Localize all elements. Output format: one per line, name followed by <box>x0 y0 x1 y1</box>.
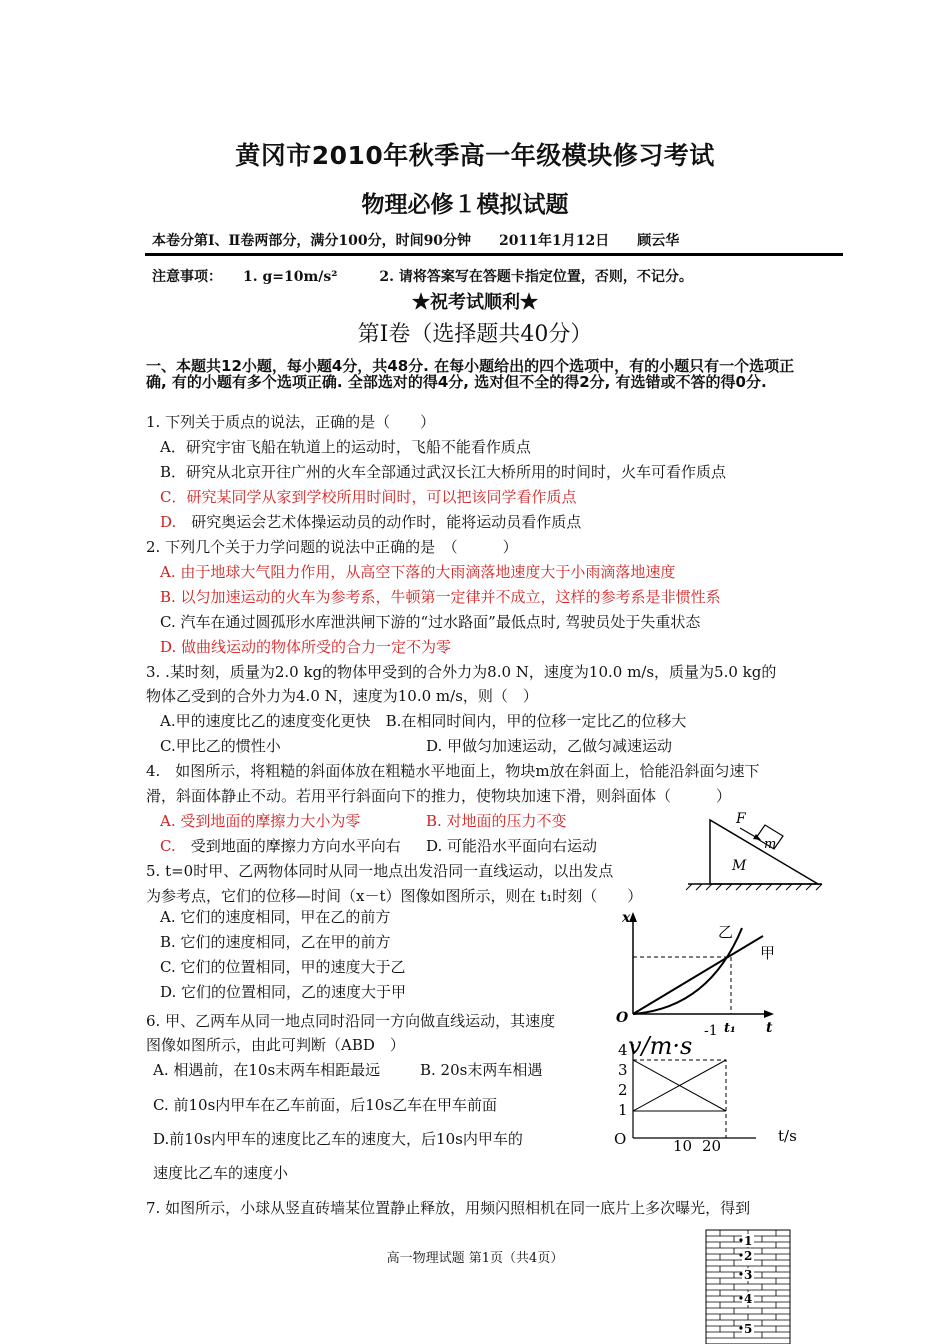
ball-dot-1 <box>739 1238 742 1241</box>
q3-stem-line2: 物体乙受到的合外力为4.0 N，速度为10.0 m/s，则（ ） <box>146 687 538 705</box>
q4-option-d: D. 可能沿水平面向右运动 <box>426 837 598 855</box>
q6-stem-line2: 图像如图所示，由此可判断（ABD ） <box>146 1036 405 1054</box>
q4-stem-line1: 4. 如图所示，将粗糙的斜面体放在粗糙水平地面上，物块m放在斜面上，恰能沿斜面匀速下 <box>146 762 760 780</box>
q6-option-c: C. 前10s内甲车在乙车前面，后10s乙车在甲车前面 <box>153 1096 498 1114</box>
q6-option-d-line1: D.前10s内甲车的速度比乙车的速度大，后10s内甲车的 <box>153 1130 523 1148</box>
vt-tick-20: 20 <box>702 1137 722 1155</box>
q7-stem-line1: 7. 如图所示，小球从竖直砖墙某位置静止释放，用频闪照相机在同一底片上多次曝光，得到 <box>146 1199 751 1217</box>
ball-label-4: 4 <box>744 1292 753 1306</box>
ball-label-3: 3 <box>744 1268 753 1282</box>
exam-title: 黄冈市2010年秋季高一年级模块修习考试 <box>235 141 715 170</box>
q6-option-b: B. 20s末两车相遇 <box>420 1061 543 1079</box>
ball-dot-4 <box>739 1296 742 1299</box>
q1-option-b: B．研究从北京开往广州的火车全部通过武汉长江大桥所用的时间时，火车可看作质点 <box>160 463 727 481</box>
q3-option-c: C.甲比乙的惯性小 <box>160 737 281 755</box>
incline-figure <box>684 808 824 890</box>
q4-option-a: A. 受到地面的摩擦力大小为零 <box>160 812 361 830</box>
q1-option-d-text: 研究奥运会艺术体操运动员的动作时，能将运动员看作质点 <box>191 513 582 531</box>
ball-label-5: 5 <box>744 1322 753 1336</box>
q5-stem-line1: 5. t=0时甲、乙两物体同时从同一地点出发沿同一直线运动，以出发点 <box>146 862 614 880</box>
q2-option-c: C. 汽车在通过圆孤形水库泄洪闸下游的“过水路面”最低点时, 驾驶员处于失重状态 <box>160 613 701 631</box>
q5-option-d: D. 它们的位置相同，乙的速度大于甲 <box>160 983 407 1001</box>
q1-option-c: C．研究某同学从家到学校所用时间时，可以把该同学看作质点 <box>160 488 577 506</box>
xt-label-t1: t₁ <box>724 1021 736 1036</box>
header-rule <box>145 253 843 256</box>
q1-stem: 1. 下列关于质点的说法，正确的是（ ） <box>146 413 436 431</box>
vt-label-ts: t/s <box>778 1127 797 1145</box>
vt-tick-10: 10 <box>673 1137 693 1155</box>
q6-stem-line1: 6. 甲、乙两车从同一地点同时沿同一方向做直线运动，其速度 <box>146 1012 556 1030</box>
q6-option-a: A. 相遇前，在10s末两车相距最远 <box>153 1061 381 1079</box>
q4-option-c-letter: C. <box>160 837 176 855</box>
q5-option-b: B. 它们的速度相同，乙在甲的前方 <box>160 933 391 951</box>
q1-option-a: A．研究宇宙飞船在轨道上的运动时，飞船不能看作质点 <box>160 438 531 456</box>
vt-tick-4: 4 <box>618 1041 628 1059</box>
label-M: M <box>732 858 747 874</box>
section-heading: 第Ⅰ卷（选择题共40分） <box>357 322 593 347</box>
xt-line-jia <box>633 936 763 1014</box>
q3-option-d: D. 甲做匀加速运动，乙做匀减速运动 <box>426 737 673 755</box>
q5-stem-line2: 为参考点，它们的位移—时间（x－t）图像如图所示，则在 t₁时刻（ ） <box>146 887 643 905</box>
vt-label-v: v/m·s <box>628 1032 693 1060</box>
xt-label-yi: 乙 <box>718 923 734 941</box>
exam-info: 本卷分第Ⅰ、Ⅱ卷两部分，满分100分，时间90分钟 2011年1月12日 顾云华 <box>152 233 680 249</box>
section-instructions: 一、本题共12小题，每小题4分，共48分. 在每小题给出的四个选项中，有的小题只有一个选项正确, 有的小题有多个选项正确. 全部选对的得4分, 选对但不全的得2分, 有选错或不答的得0分. <box>146 357 795 391</box>
q4-option-c <box>160 835 401 856</box>
q4-option-b: B. 对地面的压力不变 <box>426 812 567 830</box>
page-footer: 高一物理试题 第1页（共4页） <box>386 1251 564 1266</box>
q3-stem-line1: 3. .某时刻，质量为2.0 kg的物体甲受到的合外力为8.0 N，速度为10.0 m/s，质量为5.0 kg的 <box>146 663 777 681</box>
exam-subtitle: 物理必修１模拟试题 <box>361 192 569 218</box>
q3-options-ab: A.甲的速度比乙的速度变化更快 B.在相同时间内，甲的位移一定比乙的位移大 <box>160 712 687 730</box>
vt-tick-3: 3 <box>618 1061 628 1079</box>
vt-tick-2: 2 <box>618 1081 628 1099</box>
q4-option-c-text: 受到地面的摩擦力方向水平向右 <box>190 837 401 855</box>
xt-label-x: x <box>622 910 631 926</box>
q2-option-b: B. 以匀加速运动的火车为参考系，牛顿第一定律并不成立，这样的参考系是非惯性系 <box>160 588 721 606</box>
ground-hatch <box>686 884 822 890</box>
ball-label-2: 2 <box>744 1249 753 1263</box>
vt-frame-dash <box>633 1060 726 1138</box>
q2-stem: 2. 下列几个关于力学问题的说法中正确的是 （ ） <box>146 538 518 556</box>
q5-option-a: A. 它们的速度相同，甲在乙的前方 <box>160 908 391 926</box>
q6-option-d-line2: 速度比乙车的速度小 <box>153 1164 289 1182</box>
q1-option-d-letter: D. <box>160 513 177 531</box>
vt-tick-1: 1 <box>618 1101 628 1119</box>
ball-dot-3 <box>739 1272 742 1275</box>
q4-stem-line2: 滑，斜面体静止不动。若用平行斜面向下的推力，使物块加速下滑，则斜面体（ ） <box>146 787 732 805</box>
q1-option-d <box>160 511 581 532</box>
vt-label-exp: -1 <box>704 1023 718 1039</box>
label-F: F <box>736 811 746 827</box>
good-luck-line: ★祝考试顺利★ <box>412 292 538 313</box>
q2-option-d: D. 做曲线运动的物体所受的合力一定不为零 <box>160 638 452 656</box>
label-m: m <box>764 837 777 852</box>
q2-option-a: A. 由于地球大气阻力作用，从高空下落的大雨滴落地速度大于小雨滴落地速度 <box>160 563 676 581</box>
exam-notes: 注意事项： 1. g=10m/s² 2. 请将答案写在答题卡指定位置，否则，不记分。 <box>152 269 693 285</box>
xt-label-t: t <box>766 1020 773 1036</box>
vt-label-O: O <box>614 1130 627 1148</box>
ball-label-1: 1 <box>744 1234 753 1248</box>
vt-graph <box>606 1014 806 1154</box>
xt-label-O: O <box>616 1010 629 1026</box>
q5-option-c: C. 它们的位置相同，甲的速度大于乙 <box>160 958 406 976</box>
ball-dot-5 <box>739 1326 742 1329</box>
xt-label-jia: 甲 <box>760 944 776 962</box>
